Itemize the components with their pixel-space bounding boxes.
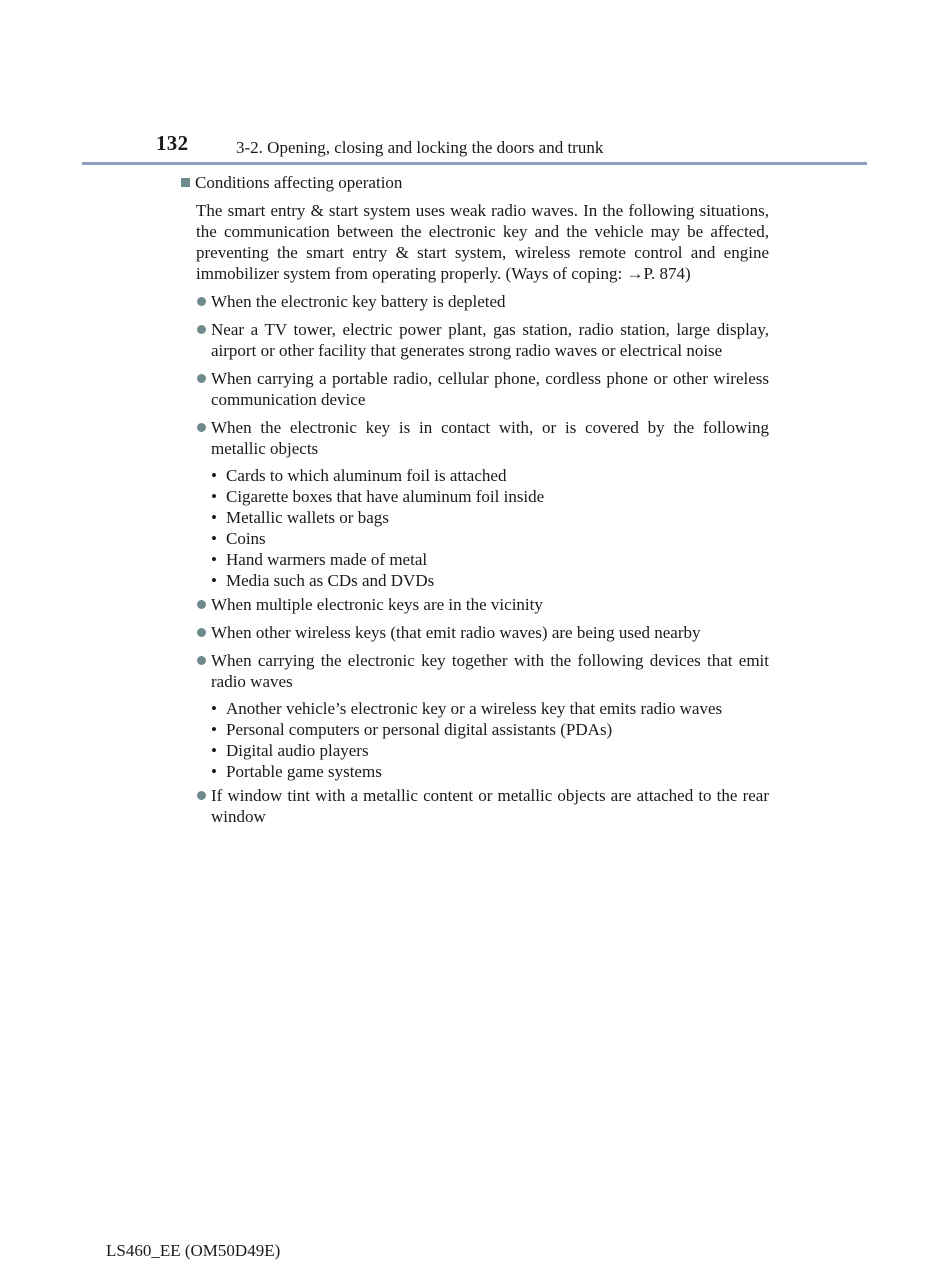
small-bullet-icon: • bbox=[211, 466, 217, 485]
small-bullet-icon: • bbox=[211, 487, 217, 506]
intro-paragraph: The smart entry & start system uses weak radio waves. In the following situations, the communication between the electronic key and the vehicle may be affected, preventing the smart entry & start system, wireless remote control and engine immobilizer system from operating properly. (Ways of coping: →P. 874) bbox=[196, 201, 769, 283]
main-content bbox=[181, 172, 769, 834]
round-bullet-icon bbox=[196, 785, 211, 827]
sub-list-item: • Cigarette boxes that have aluminum foil inside bbox=[211, 487, 545, 506]
round-bullet-icon bbox=[196, 291, 211, 312]
footer-code: LS460_EE (OM50D49E) bbox=[106, 1241, 281, 1260]
round-bullet-icon bbox=[196, 622, 211, 643]
round-bullet-icon bbox=[196, 650, 211, 692]
round-bullet-icon bbox=[196, 368, 211, 410]
sub-list-item: • Coins bbox=[211, 529, 266, 548]
sub-list-item: • Personal computers or personal digital assistants (PDAs) bbox=[211, 720, 613, 739]
section-title: Conditions affecting operation bbox=[195, 173, 403, 192]
sub-list-item: • Media such as CDs and DVDs bbox=[211, 571, 435, 590]
list-item: When carrying the electronic key together with the following devices that emit radio waves bbox=[196, 650, 769, 692]
small-bullet-icon: • bbox=[211, 529, 217, 548]
small-bullet-icon: • bbox=[211, 550, 217, 569]
list-item: When carrying a portable radio, cellular phone, cordless phone or other wireless communication device bbox=[196, 368, 769, 410]
round-bullet-icon bbox=[196, 417, 211, 459]
small-bullet-icon: • bbox=[211, 571, 217, 590]
small-bullet-icon: • bbox=[211, 762, 217, 781]
radio-devices-list bbox=[211, 698, 769, 782]
sub-list-item: • Portable game systems bbox=[211, 762, 382, 781]
list-item: When other wireless keys (that emit radio waves) are being used nearby bbox=[196, 622, 769, 643]
round-bullet-icon bbox=[196, 594, 211, 615]
small-bullet-icon: • bbox=[211, 741, 217, 760]
sub-list-item: • Hand warmers made of metal bbox=[211, 550, 428, 569]
section-heading bbox=[181, 172, 769, 193]
small-bullet-icon: • bbox=[211, 720, 217, 739]
chapter-title: 3-2. Opening, closing and locking the doors and trunk bbox=[236, 138, 604, 157]
sub-list-item: • Metallic wallets or bags bbox=[211, 508, 389, 527]
list-item: If window tint with a metallic content or metallic objects are attached to the rear window bbox=[196, 785, 769, 827]
small-bullet-icon: • bbox=[211, 699, 217, 718]
list-item: When the electronic key battery is depleted bbox=[196, 291, 769, 312]
header-rule bbox=[82, 162, 867, 165]
list-item: When multiple electronic keys are in the vicinity bbox=[196, 594, 769, 615]
round-bullet-icon bbox=[196, 319, 211, 361]
list-item: When the electronic key is in contact with, or is covered by the following metallic objects bbox=[196, 417, 769, 459]
sub-list-item: • Cards to which aluminum foil is attached bbox=[211, 466, 507, 485]
sub-list-item: • Another vehicle’s electronic key or a wireless key that emits radio waves bbox=[211, 699, 723, 718]
page-number: 132 bbox=[156, 131, 189, 155]
list-item: Near a TV tower, electric power plant, gas station, radio station, large display, airport or other facility that generates strong radio waves or electrical noise bbox=[196, 319, 769, 361]
square-bullet-icon bbox=[181, 178, 190, 187]
metallic-objects-list bbox=[211, 465, 769, 591]
sub-list-item: • Digital audio players bbox=[211, 741, 369, 760]
small-bullet-icon: • bbox=[211, 508, 217, 527]
